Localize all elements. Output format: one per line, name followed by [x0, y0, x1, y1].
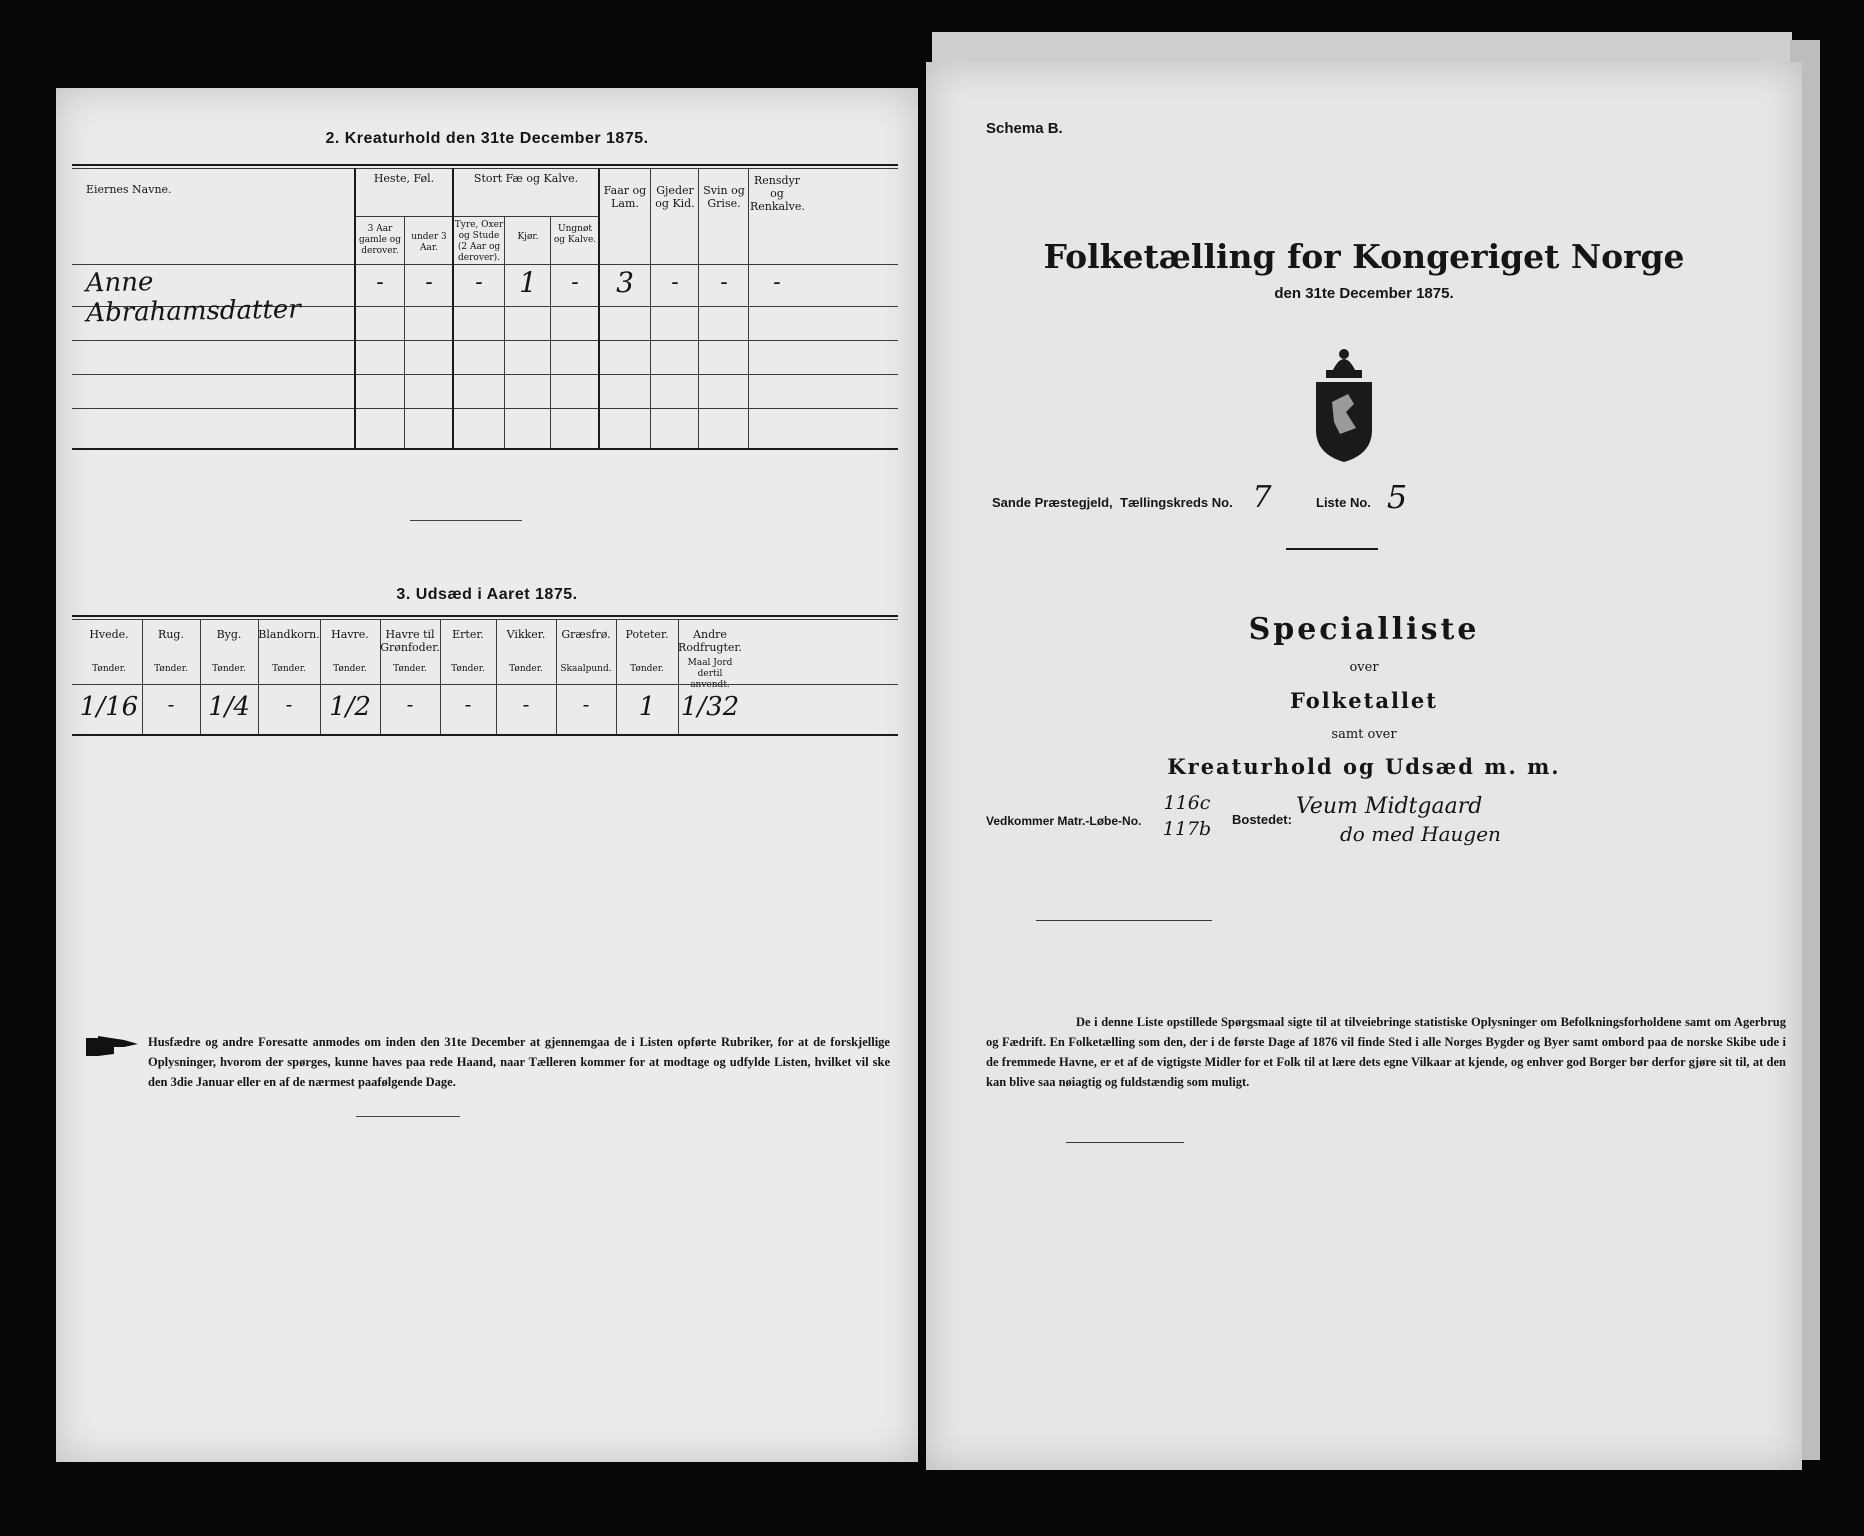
owner-col-header: Eiernes Navne.: [86, 183, 172, 196]
crop-header-name: Havre.: [331, 628, 369, 641]
crop-header-name: Erter.: [452, 628, 484, 641]
crop-header-unit: Skaalpund.: [560, 664, 612, 674]
crop-value: 1: [638, 692, 656, 722]
table2-col-line: [452, 168, 454, 448]
table2-col-line: [598, 168, 600, 448]
table2-col-line: [550, 216, 551, 448]
crop-value: 1/2: [329, 692, 371, 722]
separator-rule: [1066, 1142, 1184, 1143]
crop-header-name: Byg.: [216, 628, 242, 641]
table2-row-rule: [72, 340, 898, 341]
crop-value: -: [167, 692, 175, 716]
table2-top-rule: [72, 164, 898, 166]
matr-label: Vedkommer Matr.-Løbe-No.: [986, 814, 1142, 828]
list-label: Liste No.: [1316, 495, 1371, 510]
crop-value: -: [582, 692, 590, 716]
table3-bottom-rule: [72, 734, 898, 736]
kjor-header: Kjør.: [517, 232, 539, 242]
left-page: [56, 88, 918, 1462]
separator-rule: [1286, 548, 1378, 550]
table2-row-rule: [72, 408, 898, 409]
main-title: Folketælling for Kongeriget Norge: [1043, 237, 1685, 276]
livestock-value: -: [571, 270, 579, 295]
table2-header-rule: [72, 264, 898, 265]
separator-dash: [410, 520, 522, 521]
bostedet-value: do med Haugen: [1340, 822, 1501, 846]
date-line: den 31te December 1875.: [1274, 285, 1454, 302]
coat-of-arms-icon: [1302, 342, 1386, 466]
crop-value: -: [464, 692, 472, 716]
list-value: 5: [1386, 478, 1408, 516]
crop-header-name: Blandkorn.: [258, 628, 320, 641]
crop-header-unit: Tønder.: [272, 664, 306, 674]
tyre-header: Tyre, Oxer og Stude (2 Aar og derover).: [454, 220, 504, 263]
separator-rule: [1036, 920, 1212, 921]
crop-header-unit: Tønder.: [451, 664, 485, 674]
rensdyr-header: Rensdyr og Renkalve.: [750, 174, 805, 213]
page-edge-strip: [932, 32, 1792, 62]
notice-text: Husfædre og andre Foresatte anmodes om inden den 31te December at gjennemgaa de i Listen opførte Rubriker, for at de forskjellige Oplysninger, hvorom der spørges, kunne haves paa rede Haand, naar Tælleren kommer for at modtage og udfylde Listen, hvilket vil ske den 3die Januar eller en af de nærmest paafølgende Dage.: [148, 1035, 890, 1089]
gjeder-header: Gjeder og Kid.: [655, 184, 695, 210]
faar-header: Faar og Lam.: [603, 184, 647, 210]
livestock-value: -: [671, 270, 679, 295]
table3-top-rule: [72, 615, 898, 617]
parish-label: Sande Præstegjeld,: [992, 495, 1113, 510]
svin-header: Svin og Grise.: [703, 184, 745, 210]
table2-col-line: [504, 216, 505, 448]
crop-header-unit: Tønder.: [630, 664, 664, 674]
crop-header-name: Havre til Grønfoder.: [380, 628, 440, 654]
livestock-value: 3: [616, 266, 634, 299]
table2-row-rule: [72, 374, 898, 375]
livestock-value: -: [425, 270, 433, 295]
crop-value: -: [285, 692, 293, 716]
crop-value: 1/16: [79, 692, 139, 722]
crop-header-unit: Tønder.: [154, 664, 188, 674]
kreaturhold-text: Kreaturhold og Udsæd m. m.: [1167, 754, 1561, 779]
livestock-value: -: [773, 270, 781, 295]
crop-value: -: [522, 692, 530, 716]
crop-value: 1/4: [208, 692, 250, 722]
crop-value: -: [406, 692, 414, 716]
crop-header-unit: Tønder.: [333, 664, 367, 674]
crop-header-unit: Maal Jord dertil anvendt.: [687, 658, 733, 690]
table2-top-rule-inner: [72, 168, 898, 169]
bostedet-label: Bostedet:: [1232, 812, 1292, 827]
table2-col-line: [650, 168, 651, 448]
heste-header: Heste, Føl.: [373, 172, 435, 185]
ungnot-header: Ungnøt og Kalve.: [553, 224, 597, 245]
crop-header-unit: Tønder.: [212, 664, 246, 674]
crop-header-name: Vikker.: [506, 628, 546, 641]
livestock-value: -: [475, 270, 483, 295]
section3-title: 3. Udsæd i Aaret 1875.: [396, 586, 578, 603]
special-title: Specialliste: [1248, 612, 1480, 647]
crop-header-name: Poteter.: [625, 628, 669, 641]
crop-header-name: Rug.: [158, 628, 184, 641]
livestock-value: -: [376, 270, 384, 295]
table2-col-line: [698, 168, 699, 448]
crop-header-unit: Tønder.: [509, 664, 543, 674]
table3-top-rule-inner: [72, 619, 898, 620]
crop-header-name: Hvede.: [89, 628, 129, 641]
section2-title: 2. Kreaturhold den 31te December 1875.: [325, 130, 649, 147]
table2-col-line: [748, 168, 749, 448]
footer-text: De i denne Liste opstillede Spørgsmaal sigte til at tilveiebringe statistiske Oplysninger om Befolkningsforholdene samt om Agerbrug og Fædrift. En Folketælling som den, der i de første Dage af 1876 vil finde Sted i alle Norges Bygder og Byer samt ombord paa de norske Skibe ude i de fremmede Havne, er et af de vigtigste Midler for et Folk til at lære dets egne Vilkaar at kjende, og enhver god Borger bør derfor gjøre sit til, at den kan blive saa nøiagtig og fuldstændig som muligt.: [986, 1015, 1786, 1089]
table2-col-line: [354, 168, 356, 448]
table3-header-rule: [72, 684, 898, 685]
right-page: [926, 62, 1802, 1470]
bostedet-value: Veum Midtgaard: [1296, 794, 1483, 819]
livestock-value: -: [720, 270, 728, 295]
schema-label: Schema B.: [986, 120, 1063, 137]
crop-header-name: Græsfrø.: [561, 628, 611, 641]
heste-young-header: under 3 Aar.: [411, 232, 447, 253]
crop-value: 1/32: [680, 692, 740, 722]
table2-col-line: [404, 216, 405, 448]
matr-value: 116c: [1163, 792, 1211, 814]
crop-header-unit: Tønder.: [393, 664, 427, 674]
owner-name: Anne Abrahamsdatter: [85, 267, 301, 329]
heste-old-header: 3 Aar gamle og derover.: [359, 224, 401, 256]
separator-dash: [356, 1116, 460, 1117]
district-value: 7: [1252, 480, 1272, 515]
district-label: Tællingskreds No.: [1120, 495, 1233, 510]
crop-header-name: Andre Rodfrugter.: [678, 628, 742, 654]
pointing-hand-icon: [84, 1034, 140, 1060]
matr-value: 117b: [1162, 818, 1212, 840]
over-text: over: [1349, 660, 1379, 675]
samt-over-text: samt over: [1331, 727, 1397, 742]
stort-fae-header: Stort Fæ og Kalve.: [473, 172, 579, 185]
table2-bottom-rule: [72, 448, 898, 450]
livestock-value: 1: [519, 266, 537, 299]
table2-sub-rule: [454, 216, 598, 217]
crop-header-unit: Tønder.: [92, 664, 126, 674]
folketallet-text: Folketallet: [1290, 688, 1438, 713]
